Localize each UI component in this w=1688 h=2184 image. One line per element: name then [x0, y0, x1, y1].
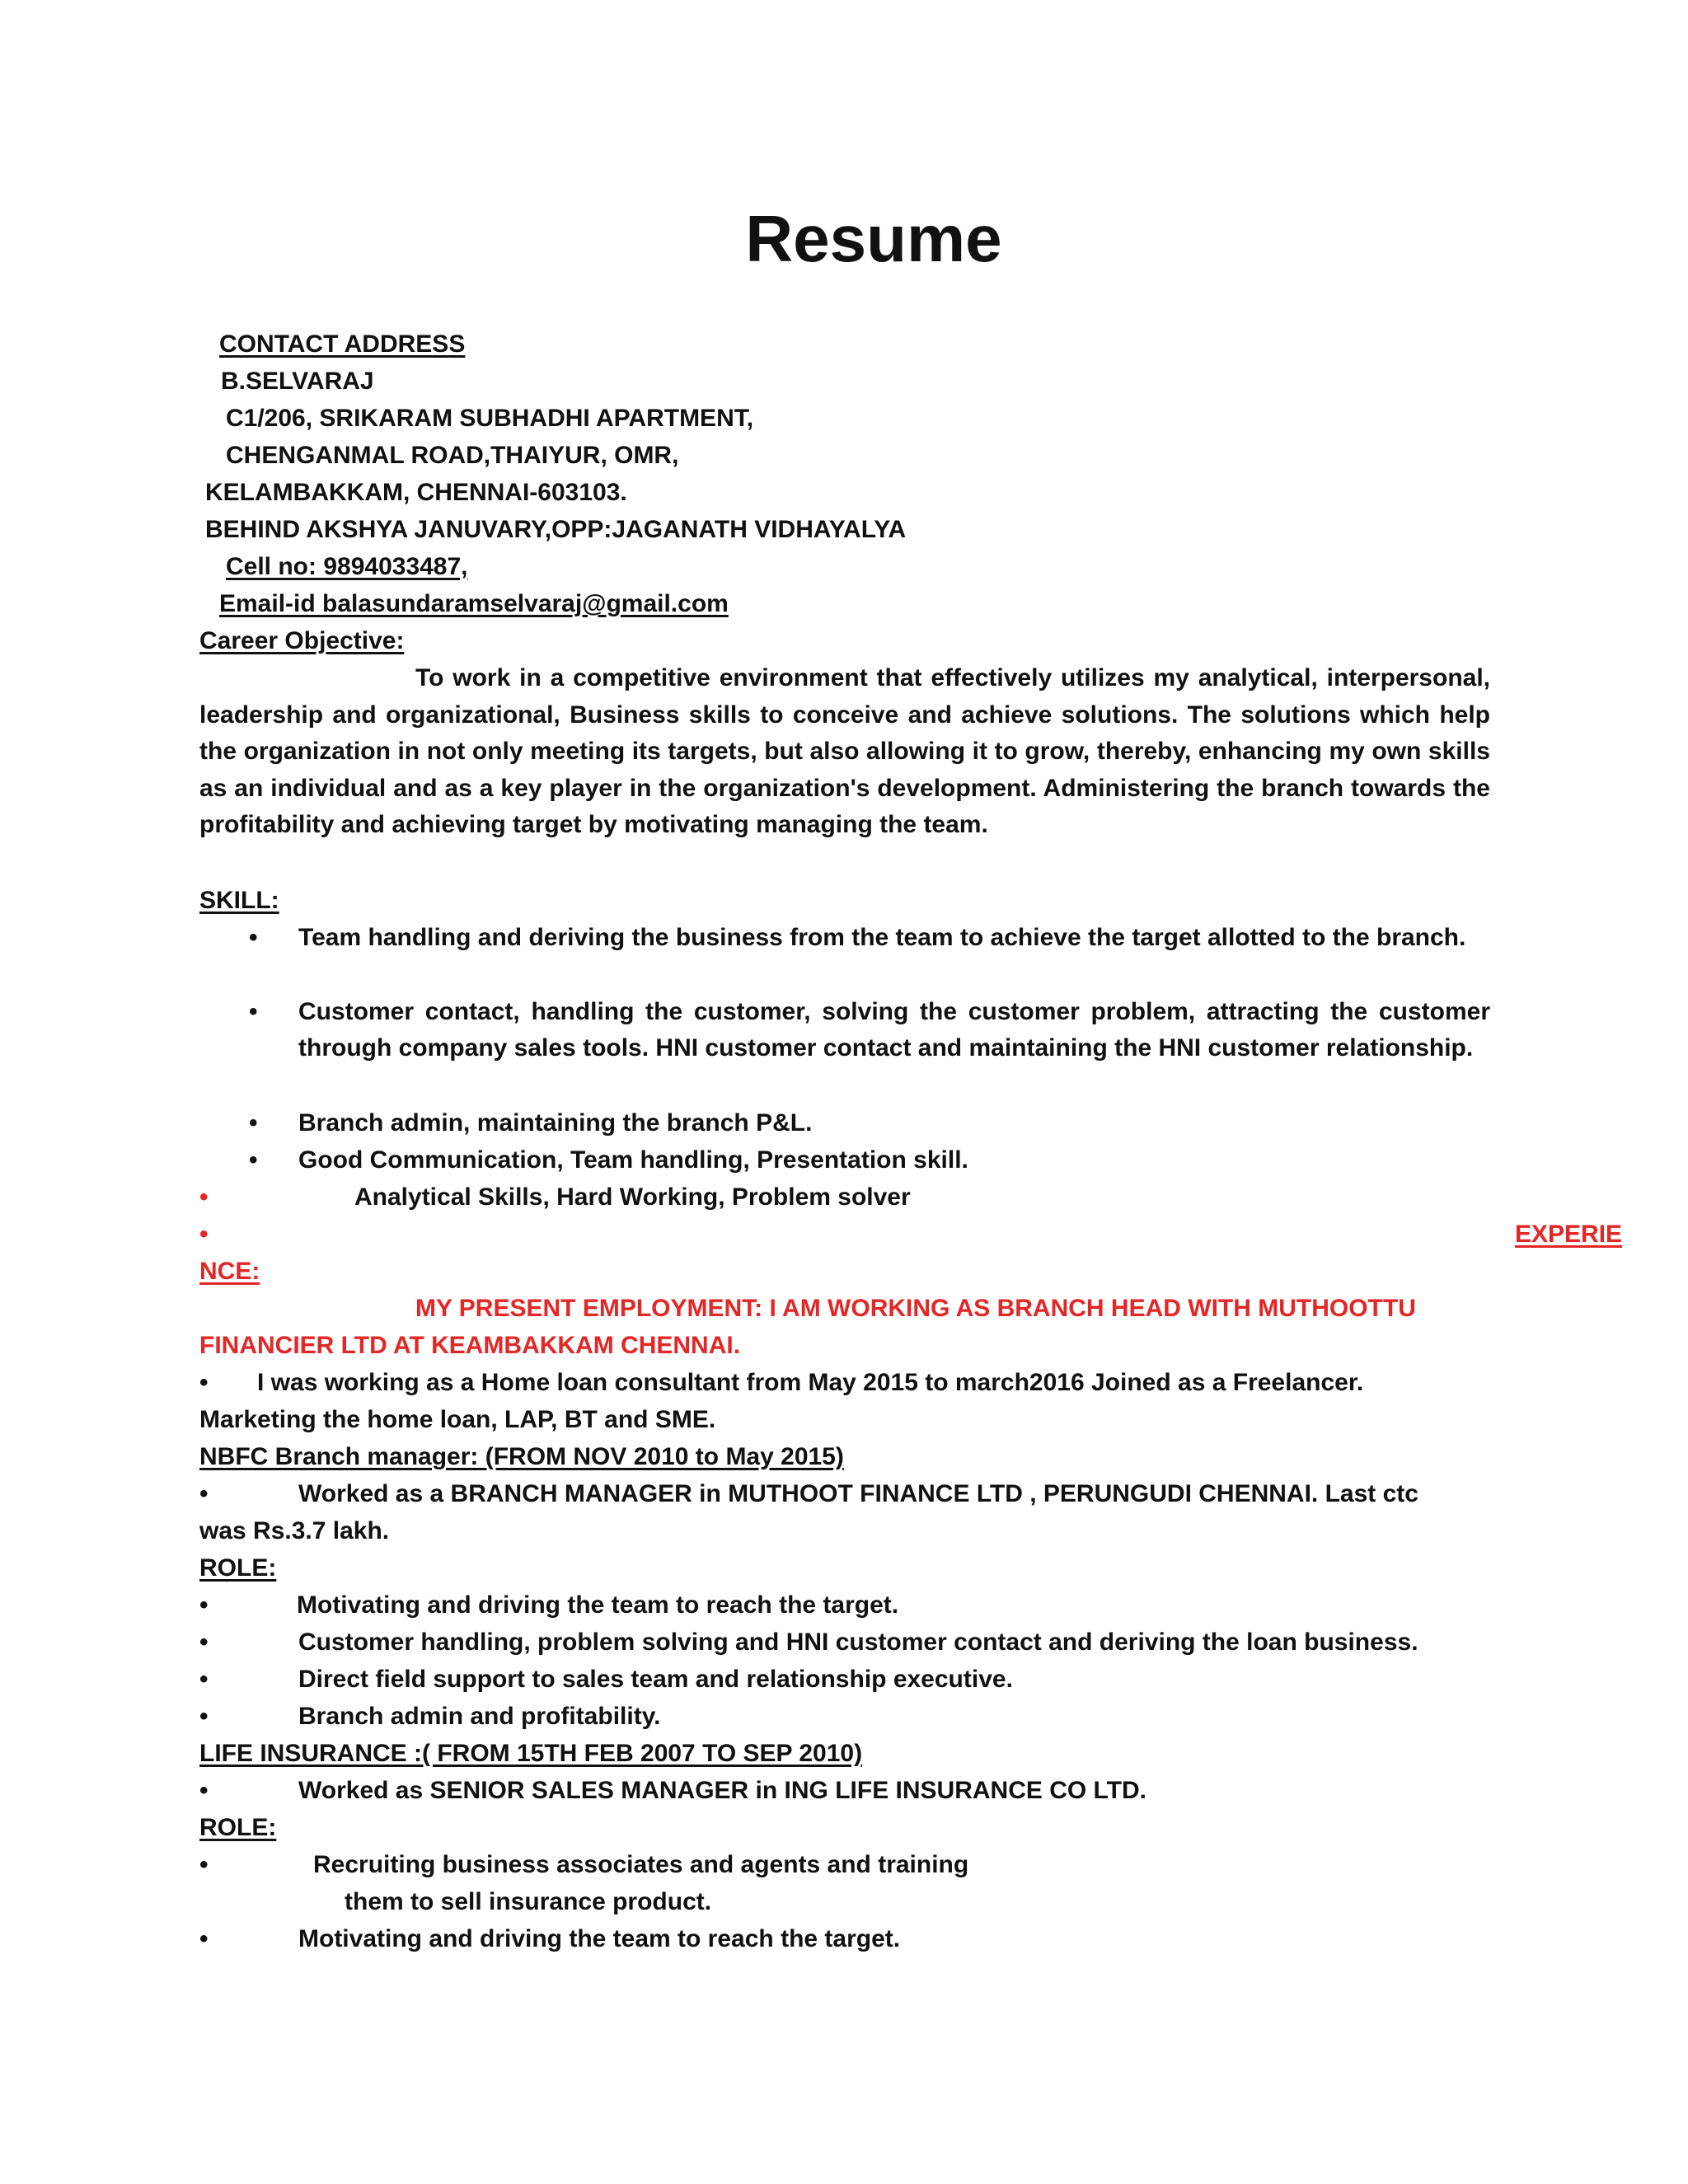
life-insurance-line: Worked as SENIOR SALES MANAGER in ING LIFE INSURANCE CO LTD. [298, 1777, 1146, 1804]
present-employment-line: MY PRESENT EMPLOYMENT: I AM WORKING AS BRANCH HEAD WITH MUTHOOTTU [415, 1295, 1416, 1322]
bullet-icon: • [199, 1369, 209, 1396]
list-item [249, 994, 1490, 1104]
list-item [249, 1142, 1490, 1179]
career-objective-heading: Career Objective: [199, 627, 405, 654]
bullet-icon: • [249, 998, 258, 1025]
nbfc-line: was Rs.3.7 lakh. [199, 1517, 390, 1544]
nbfc-heading: NBFC Branch manager: (FROM NOV 2010 to May 2015) [199, 1443, 844, 1470]
bullet-icon: • [199, 1591, 209, 1619]
bullet-icon: • [249, 1109, 258, 1137]
contact-email[interactable]: Email-id balasundaramselvaraj@gmail.com [219, 590, 729, 617]
bullet-icon: • [199, 1851, 209, 1878]
bullet-icon: • [199, 1666, 209, 1693]
contact-heading: CONTACT ADDRESS [219, 330, 466, 358]
page-title: Resume [745, 202, 1002, 275]
skill-item-text: Customer contact, handling the customer, solving the customer problem, attracting the customer through company sales tools. HNI customer contact and maintaining the HNI customer relationship. [298, 998, 1490, 1062]
role-item: them to sell insurance product. [345, 1888, 712, 1915]
freelance-line: Marketing the home loan, LAP, BT and SME. [199, 1406, 716, 1433]
skill-item-text: Analytical Skills, Hard Working, Problem solver [354, 1183, 911, 1211]
experience-heading-part2: NCE: [199, 1258, 260, 1285]
role-heading: ROLE: [199, 1814, 277, 1841]
bullet-icon: • [199, 1221, 209, 1248]
contact-address-line: CHENGANMAL ROAD,THAIYUR, OMR, [226, 442, 679, 469]
bullet-icon: • [199, 1925, 209, 1952]
role-item: Motivating and driving the team to reach the target. [298, 1925, 901, 1952]
role-item: Recruiting business associates and agents and training [313, 1851, 969, 1878]
bullet-icon: • [249, 1146, 258, 1174]
present-employment-line: FINANCIER LTD AT KEAMBAKKAM CHENNAI. [199, 1332, 741, 1359]
role-item: Customer handling, problem solving and HNI customer contact and deriving the loan business. [298, 1629, 1418, 1656]
bullet-icon: • [249, 924, 258, 951]
contact-address-line: BEHIND AKSHYA JANUVARY,OPP:JAGANATH VIDHAYALYA [205, 516, 907, 543]
contact-address-line: KELAMBAKKAM, CHENNAI-603103. [205, 479, 627, 506]
life-insurance-heading: LIFE INSURANCE :( FROM 15TH FEB 2007 TO SEP 2010) [199, 1740, 863, 1767]
skill-item-text: Branch admin, maintaining the branch P&L. [298, 1109, 813, 1137]
role-item: Motivating and driving the team to reach the target. [297, 1591, 899, 1619]
skill-item-text: Good Communication, Team handling, Presentation skill. [298, 1146, 968, 1174]
contact-address-line: C1/206, SRIKARAM SUBHADHI APARTMENT, [226, 405, 754, 432]
career-objective-body: To work in a competitive environment that effectively utilizes my analytical, interpersonal, leadership and organizational, Business skills to conceive and achieve solutions. The solutions which help the organization in not only meeting its targets, but also allowing it to grow, thereby, enhancing my own skills as an individual and as a key player in the organization's development. Administering the branch towards the profitability and achieving target by motivating managing the team. [199, 664, 1490, 839]
bullet-icon: • [199, 1629, 209, 1656]
contact-cell: Cell no: 9894033487, [226, 553, 468, 580]
bullet-icon: • [199, 1183, 209, 1211]
list-item [249, 920, 1490, 994]
list-item [249, 1105, 1490, 1141]
skill-item-text: Team handling and deriving the business from the team to achieve the target allotted to the branch. [298, 924, 1466, 951]
bullet-icon: • [199, 1703, 209, 1730]
freelance-line: I was working as a Home loan consultant from May 2015 to march2016 Joined as a Freelancer. [257, 1369, 1364, 1396]
role-item: Direct field support to sales team and relationship executive. [298, 1666, 1013, 1693]
bullet-icon: • [199, 1777, 209, 1804]
nbfc-line: Worked as a BRANCH MANAGER in MUTHOOT FINANCE LTD , PERUNGUDI CHENNAI. Last ctc [298, 1480, 1418, 1507]
role-heading: ROLE: [199, 1554, 277, 1582]
list-item [199, 1179, 1490, 1216]
role-item: Branch admin and profitability. [298, 1703, 661, 1730]
contact-name: B.SELVARAJ [221, 368, 374, 395]
experience-heading-part1: EXPERIE [1515, 1221, 1623, 1248]
bullet-icon: • [199, 1480, 209, 1507]
skill-heading: SKILL: [199, 887, 279, 914]
career-objective-text [199, 660, 1490, 844]
